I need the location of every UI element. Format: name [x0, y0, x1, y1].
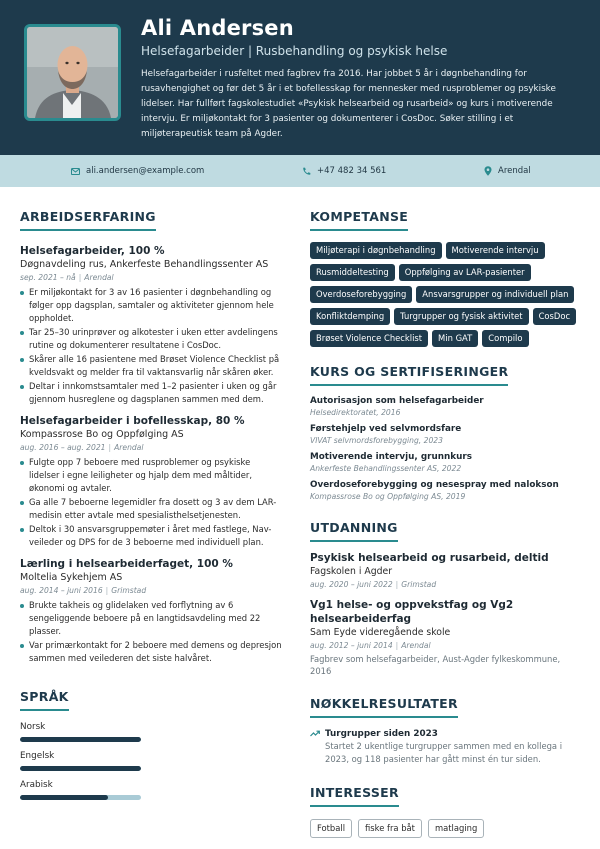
job-entry [20, 558, 282, 665]
language-name: Norsk [20, 722, 46, 732]
job-title: Helsefagarbeider, 100 % [20, 245, 165, 257]
education-title: Psykisk helsearbeid og rusarbeid, deltid [310, 552, 549, 564]
job-place: Arendal [84, 273, 114, 282]
skill-tag: Motiverende intervju [446, 242, 545, 259]
job-bullet: Var primærkontakt for 2 beboere med demens og depresjon sammen med veilederen det siste halvåret. [20, 639, 282, 665]
job-place: Grimstad [111, 586, 147, 595]
job-meta: sep. 2021 – nå | Arendal [20, 273, 114, 282]
certification-item [310, 479, 582, 502]
interest-tag: fiske fra båt [358, 819, 422, 838]
certification-issuer: VIVAT selvmordsforebygging, 2023 [310, 436, 443, 445]
job-company: Moltelia Sykehjem AS [20, 572, 123, 583]
language-level-fill [20, 795, 108, 800]
job-company: Døgnavdeling rus, Ankerfeste Behandlingssenter AS [20, 259, 269, 270]
contact-bar [0, 155, 600, 187]
results-heading: NØKKELRESULTATER [310, 696, 458, 718]
job-bullets [20, 599, 282, 665]
education-dates: aug. 2012 – juni 2014 [310, 641, 393, 650]
education-item [310, 598, 582, 677]
certification-item [310, 395, 582, 418]
interest-tag: Fotball [310, 819, 352, 838]
skill-tag: Konfliktdemping [310, 308, 390, 325]
education-dates: aug. 2020 – juni 2022 [310, 580, 393, 589]
contact-email-text: ali.andersen@example.com [86, 166, 205, 176]
language-item [20, 721, 282, 742]
location-pin-icon [484, 166, 492, 176]
skill-tag: Rusmiddeltesting [310, 264, 395, 281]
skill-tag: Min GAT [432, 330, 478, 347]
phone-icon [302, 167, 311, 176]
language-level-bar [20, 766, 141, 771]
certification-issuer: Ankerfeste Behandlingssenter AS, 2022 [310, 464, 462, 473]
job-title: Helsefagarbeider i bofellesskap, 80 % [20, 415, 245, 427]
contact-phone-text: +47 482 34 561 [317, 166, 387, 176]
language-level-bar [20, 737, 141, 742]
job-bullets [20, 286, 282, 406]
header [0, 0, 600, 155]
language-level-bar [20, 795, 141, 800]
job-place: Arendal [114, 443, 144, 452]
job-bullet: Er miljøkontakt for 3 av 16 pasienter i døgnbehandling og følger opp dagsplan, samtaler og aktiviteter gjennom hele oppholdet. [20, 286, 282, 325]
experience-heading: ARBEIDSERFARING [20, 209, 156, 231]
certifications-heading: KURS OG SERTIFISERINGER [310, 364, 508, 386]
contact-location-text: Arendal [498, 166, 531, 176]
contact-location [484, 155, 531, 187]
certification-title: Førstehjelp ved selvmordsfare [310, 424, 462, 434]
job-meta: aug. 2016 – aug. 2021 | Arendal [20, 443, 144, 452]
certification-title: Overdoseforebygging og nesespray med nalokson [310, 480, 559, 490]
skill-tag: Overdoseforebygging [310, 286, 412, 303]
skill-tag: Ansvarsgrupper og individuell plan [416, 286, 574, 303]
job-dates: sep. 2021 – nå [20, 273, 76, 282]
certification-title: Autorisasjon som helsefagarbeider [310, 396, 484, 406]
skills-heading: KOMPETANSE [310, 209, 408, 231]
education-place: Grimstad [401, 580, 437, 589]
education-item [310, 551, 582, 591]
certification-item [310, 451, 582, 474]
language-item [20, 750, 282, 771]
job-entry [20, 415, 282, 549]
result-item [310, 728, 582, 766]
candidate-title: Helsefagarbeider | Rusbehandling og psykisk helse [141, 44, 448, 58]
mail-icon [71, 168, 80, 175]
result-title: Turgrupper siden 2023 [325, 729, 438, 739]
job-entry [20, 245, 282, 406]
profile-summary: Helsefagarbeider i rusfeltet med fagbrev fra 2016. Har jobbet 5 år i døgnbehandling for rusavhengighet og før det 5 år i et bofellesskap for mennesker med rusproblemer og psykiske lidelser. Har fullført fagskolestudiet «Psykisk helsearbeid og rusarbeid» og kurs i motiverende intervju. Er miljøkontakt for 3 pasienter og dokumenterer i CosDoc. Søker stilling i et miljøterapeutisk team på Agder. [141, 69, 556, 139]
language-name: Arabisk [20, 780, 53, 790]
skill-tag: Compilo [482, 330, 528, 347]
candidate-name: Ali Andersen [141, 16, 294, 40]
job-bullet: Deltok i 30 ansvarsgruppemøter i året med fastlege, Nav-veileder og DPS for de 3 beboerne med individuell plan. [20, 523, 282, 549]
education-place: Arendal [401, 641, 431, 650]
job-bullet: Ga alle 7 beboerne legemidler fra dosett og 3 av dem LAR-medisin etter avtale med spesialisthelsetjenesten. [20, 496, 282, 522]
skills-tag-list [310, 242, 582, 347]
result-description: Startet 2 ukentlige turgrupper sammen med en kollega i 2023, og 118 pasienter har gått minst én tur siden. [325, 741, 563, 764]
job-bullet: Deltar i innkomstsamtaler med 1–2 pasienter i uken og går gjennom husreglene og dagsplanen sammen med dem. [20, 380, 282, 406]
education-meta: aug. 2020 – juni 2022 | Grimstad [310, 580, 437, 589]
job-dates: aug. 2016 – aug. 2021 [20, 443, 106, 452]
education-title: Vg1 helse- og oppvekstfag og Vg2 helsearbeiderfag [310, 599, 514, 625]
skill-tag: Oppfølging av LAR-pasienter [399, 264, 531, 281]
education-meta: aug. 2012 – juni 2014 | Arendal [310, 641, 431, 650]
job-dates: aug. 2014 – juni 2016 [20, 586, 103, 595]
left-column [20, 206, 282, 808]
certification-issuer: Kompassrose Bo og Oppfølging AS, 2019 [310, 492, 466, 501]
interests-list [310, 819, 582, 838]
profile-photo [24, 24, 121, 121]
language-level-fill [20, 737, 141, 742]
job-bullet: Tar 25–30 urinprøver og alkotester i uken etter avdelingens rutine og dokumenterer resultatene i CosDoc. [20, 326, 282, 352]
skill-tag: Miljøterapi i døgnbehandling [310, 242, 442, 259]
education-heading: UTDANNING [310, 520, 398, 542]
certification-issuer: Helsedirektoratet, 2016 [310, 408, 401, 417]
job-bullet: Fulgte opp 7 beboere med rusproblemer og psykiske lidelser i egne leiligheter og hjalp dem med måltider, økonomi og avtaler. [20, 456, 282, 495]
trending-up-icon [310, 730, 320, 737]
right-column [310, 206, 582, 838]
contact-phone[interactable] [302, 155, 386, 187]
education-school: Fagskolen i Agder [310, 566, 393, 577]
certification-item [310, 423, 582, 446]
job-bullet: Skårer alle 16 pasientene med Brøset Violence Checklist på kveldsvakt og melder fra til vaktansvarlig når skåren øker. [20, 353, 282, 379]
education-school: Sam Eyde videregående skole [310, 627, 451, 638]
job-title: Lærling i helsearbeiderfaget, 100 % [20, 558, 233, 570]
job-bullet: Brukte takheis og glidelaken ved forflytning av 6 sengeliggende beboere på en langtidsavdeling med 22 plasser. [20, 599, 282, 638]
education-description: Fagbrev som helsefagarbeider, Aust-Agder fylkeskommune, 2016 [310, 654, 561, 676]
interest-tag: matlaging [428, 819, 484, 838]
job-company: Kompassrose Bo og Oppfølging AS [20, 429, 184, 440]
skill-tag: Brøset Violence Checklist [310, 330, 428, 347]
language-item [20, 779, 282, 800]
job-meta: aug. 2014 – juni 2016 | Grimstad [20, 586, 147, 595]
languages-heading: SPRÅK [20, 689, 69, 711]
contact-email[interactable] [71, 155, 204, 187]
language-name: Engelsk [20, 751, 55, 761]
skill-tag: CosDoc [533, 308, 577, 325]
skill-tag: Turgrupper og fysisk aktivitet [394, 308, 528, 325]
language-level-fill [20, 766, 141, 771]
certification-title: Motiverende intervju, grunnkurs [310, 452, 472, 462]
interests-heading: INTERESSER [310, 785, 399, 807]
job-bullets [20, 456, 282, 549]
profile-photo-illustration [27, 27, 118, 118]
